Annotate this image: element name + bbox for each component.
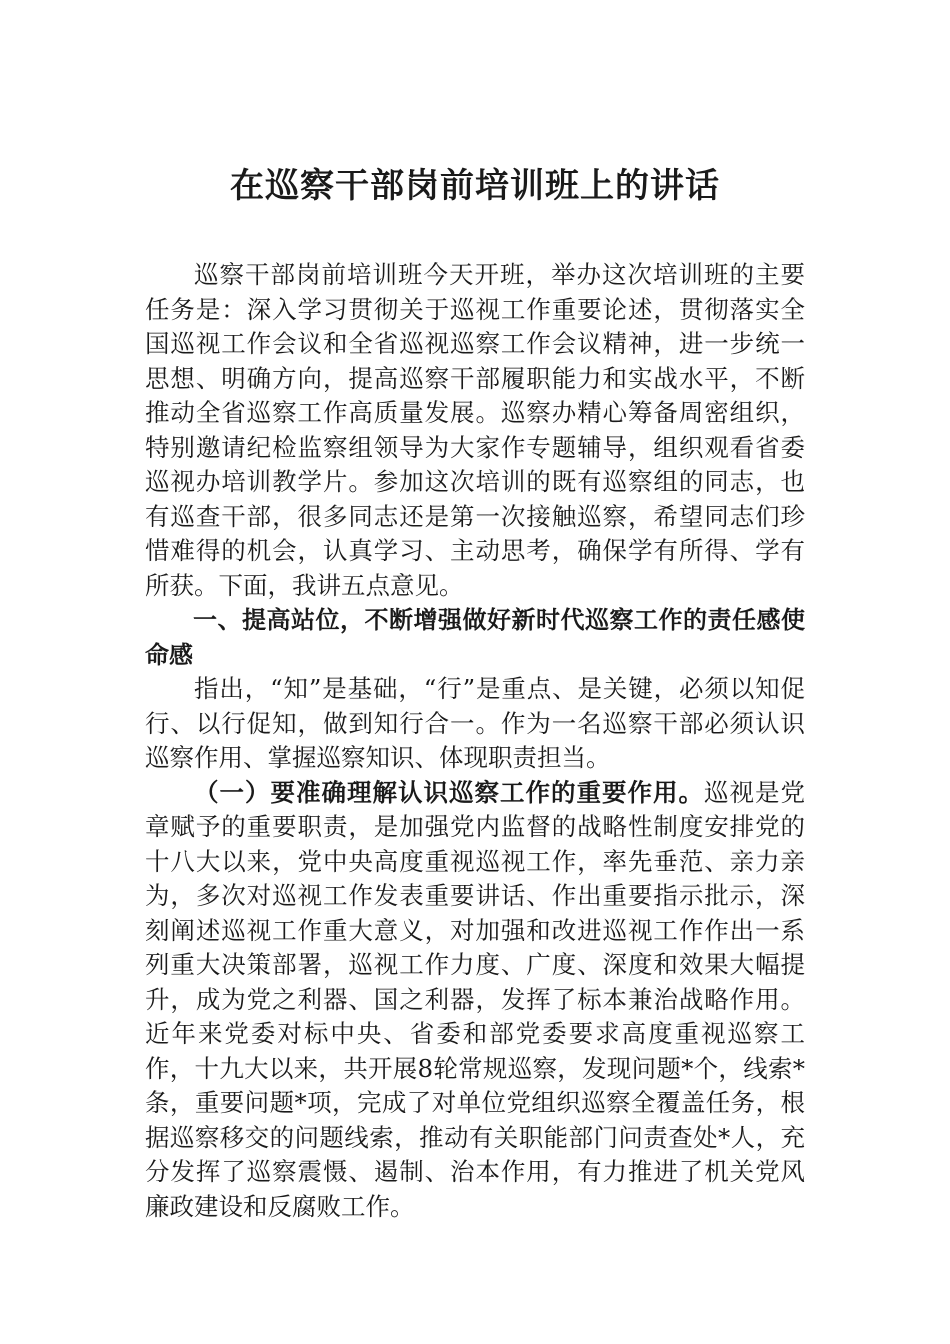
paragraph-3 [145, 776, 805, 1225]
section-heading-1: 一、提高站位，不断增强做好新时代巡察工作的责任感使命感 [145, 606, 805, 669]
document-title: 在巡察干部岗前培训班上的讲话 [230, 166, 720, 206]
paragraph-intro: 巡察干部岗前培训班今天开班，举办这次培训班的主要任务是：深入学习贯彻关于巡视工作重要论述，贯彻落实全国巡视工作会议和全省巡视巡察工作会议精神，进一步统一思想、明确方向，提高巡察干部履职能力和实战水平，不断推动全省巡察工作高质量发展。巡察办精心筹备周密组织，特别邀请纪检监察组领导为大家作专题辅导，组织观看省委巡视办培训教学片。参加这次培训的既有巡察组的同志，也有巡查干部，很多同志还是第一次接触巡察，希望同志们珍惜难得的机会，认真学习、主动思考，确保学有所得、学有所获。下面，我讲五点意见。 [145, 260, 805, 600]
document-body [145, 258, 805, 1224]
paragraph-3-body: 巡视是党章赋予的重要职责，是加强党内监督的战略性制度安排党的十八大以来，党中央高度重视巡视工作，率先垂范、亲力亲为，多次对巡视工作发表重要讲话、作出重要指示批示，深刻阐述巡视工作重大意义，对加强和改进巡视工作作出一系列重大决策部署，巡视工作力度、广度、深度和效果大幅提升，成为党之利器、国之利器，发挥了标本兼治战略作用。近年来党委对标中央、省委和部党委要求高度重视巡察工作，十九大以来，共开展8轮常规巡察，发现问题*个，线索*条，重要问题*项，完成了对单位党组织巡察全覆盖任务，根据巡察移交的问题线索，推动有关职能部门问责查处*人，充分发挥了巡察震慑、遏制、治本作用，有力推进了机关党风廉政建设和反腐败工作。 [145, 777, 805, 1221]
paragraph-2: 指出，“知”是基础，“行”是重点、是关键，必须以知促行、以行促知，做到知行合一。作为一名巡察干部必须认识巡察作用、掌握巡察知识、体现职责担当。 [145, 674, 805, 772]
subsection-heading-1: （一）要准确理解认识巡察工作的重要作用。 [194, 777, 704, 807]
